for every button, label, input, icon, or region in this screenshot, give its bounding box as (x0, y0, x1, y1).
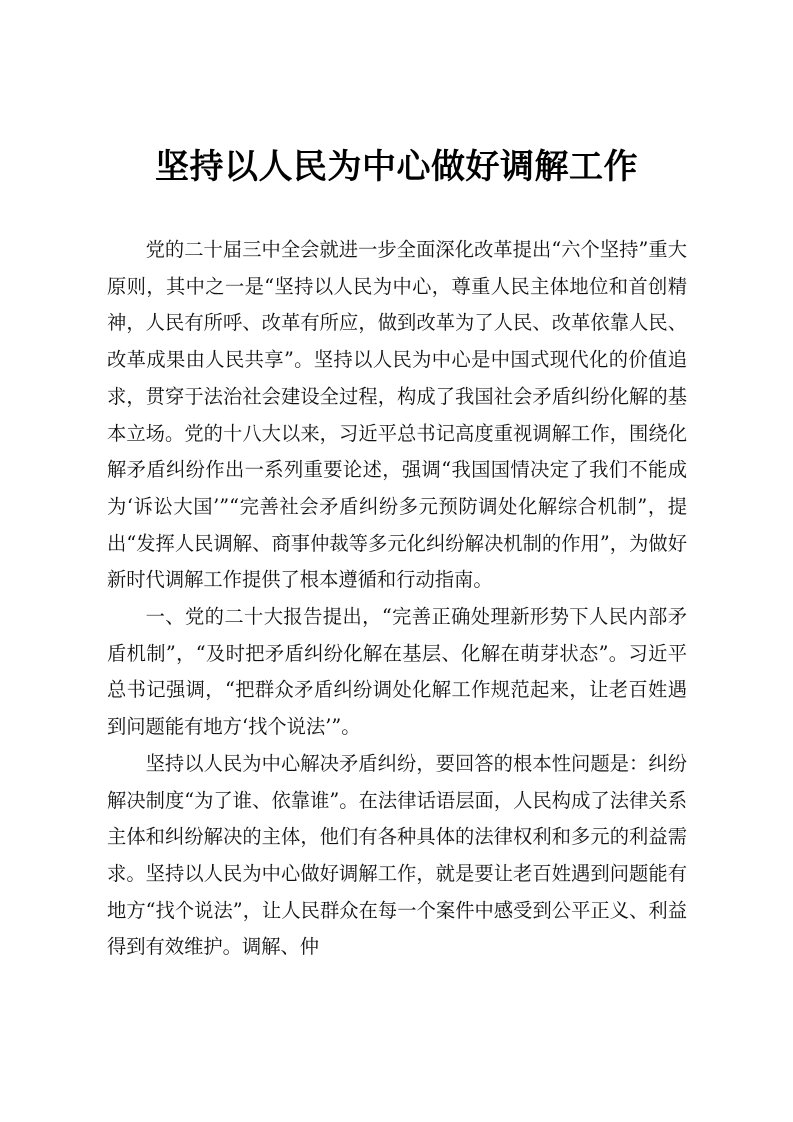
document-title: 坚持以人民为中心做好调解工作 (155, 147, 638, 187)
document-body (107, 232, 687, 966)
paragraph-1: 党的二十届三中全会就进一步全面深化改革提出“六个坚持”重大原则，其中之一是“坚持以人民为中心，尊重人民主体地位和首创精神，人民有所呼、改革有所应，做到改革为了人民、改革依靠人民、改革成果由人民共享”。坚持以人民为中心是中国式现代化的价值追求，贯穿于法治社会建设全过程，构成了我国社会矛盾纠纷化解的基本立场。党的十八大以来，习近平总书记高度重视调解工作，围绕化解矛盾纠纷作出一系列重要论述，强调“我国国情决定了我们不能成为‘诉讼大国’”“完善社会矛盾纠纷多元预防调处化解综合机制”，提出“发挥人民调解、商事仲裁等多元化纠纷解决机制的作用”，为做好新时代调解工作提供了根本遵循和行动指南。 (107, 238, 687, 592)
paragraph-2: 一、党的二十大报告提出，“完善正确处理新形势下人民内部矛盾机制”，“及时把矛盾纠纷化解在基层、化解在萌芽状态”。习近平总书记强调，“把群众矛盾纠纷调处化解工作规范起来，让老百姓遇到问题能有地方‘找个说法’”。 (107, 605, 687, 739)
paragraph-3: 坚持以人民为中心解决矛盾纠纷，要回答的根本性问题是：纠纷解决制度“为了谁、依靠谁”。在法律话语层面，人民构成了法律关系主体和纠纷解决的主体，他们有各种具体的法律权利和多元的利益需求。坚持以人民为中心做好调解工作，就是要让老百姓遇到问题能有地方“找个说法”，让人民群众在每一个案件中感受到公平正义、利益得到有效维护。调解、仲 (107, 751, 687, 959)
